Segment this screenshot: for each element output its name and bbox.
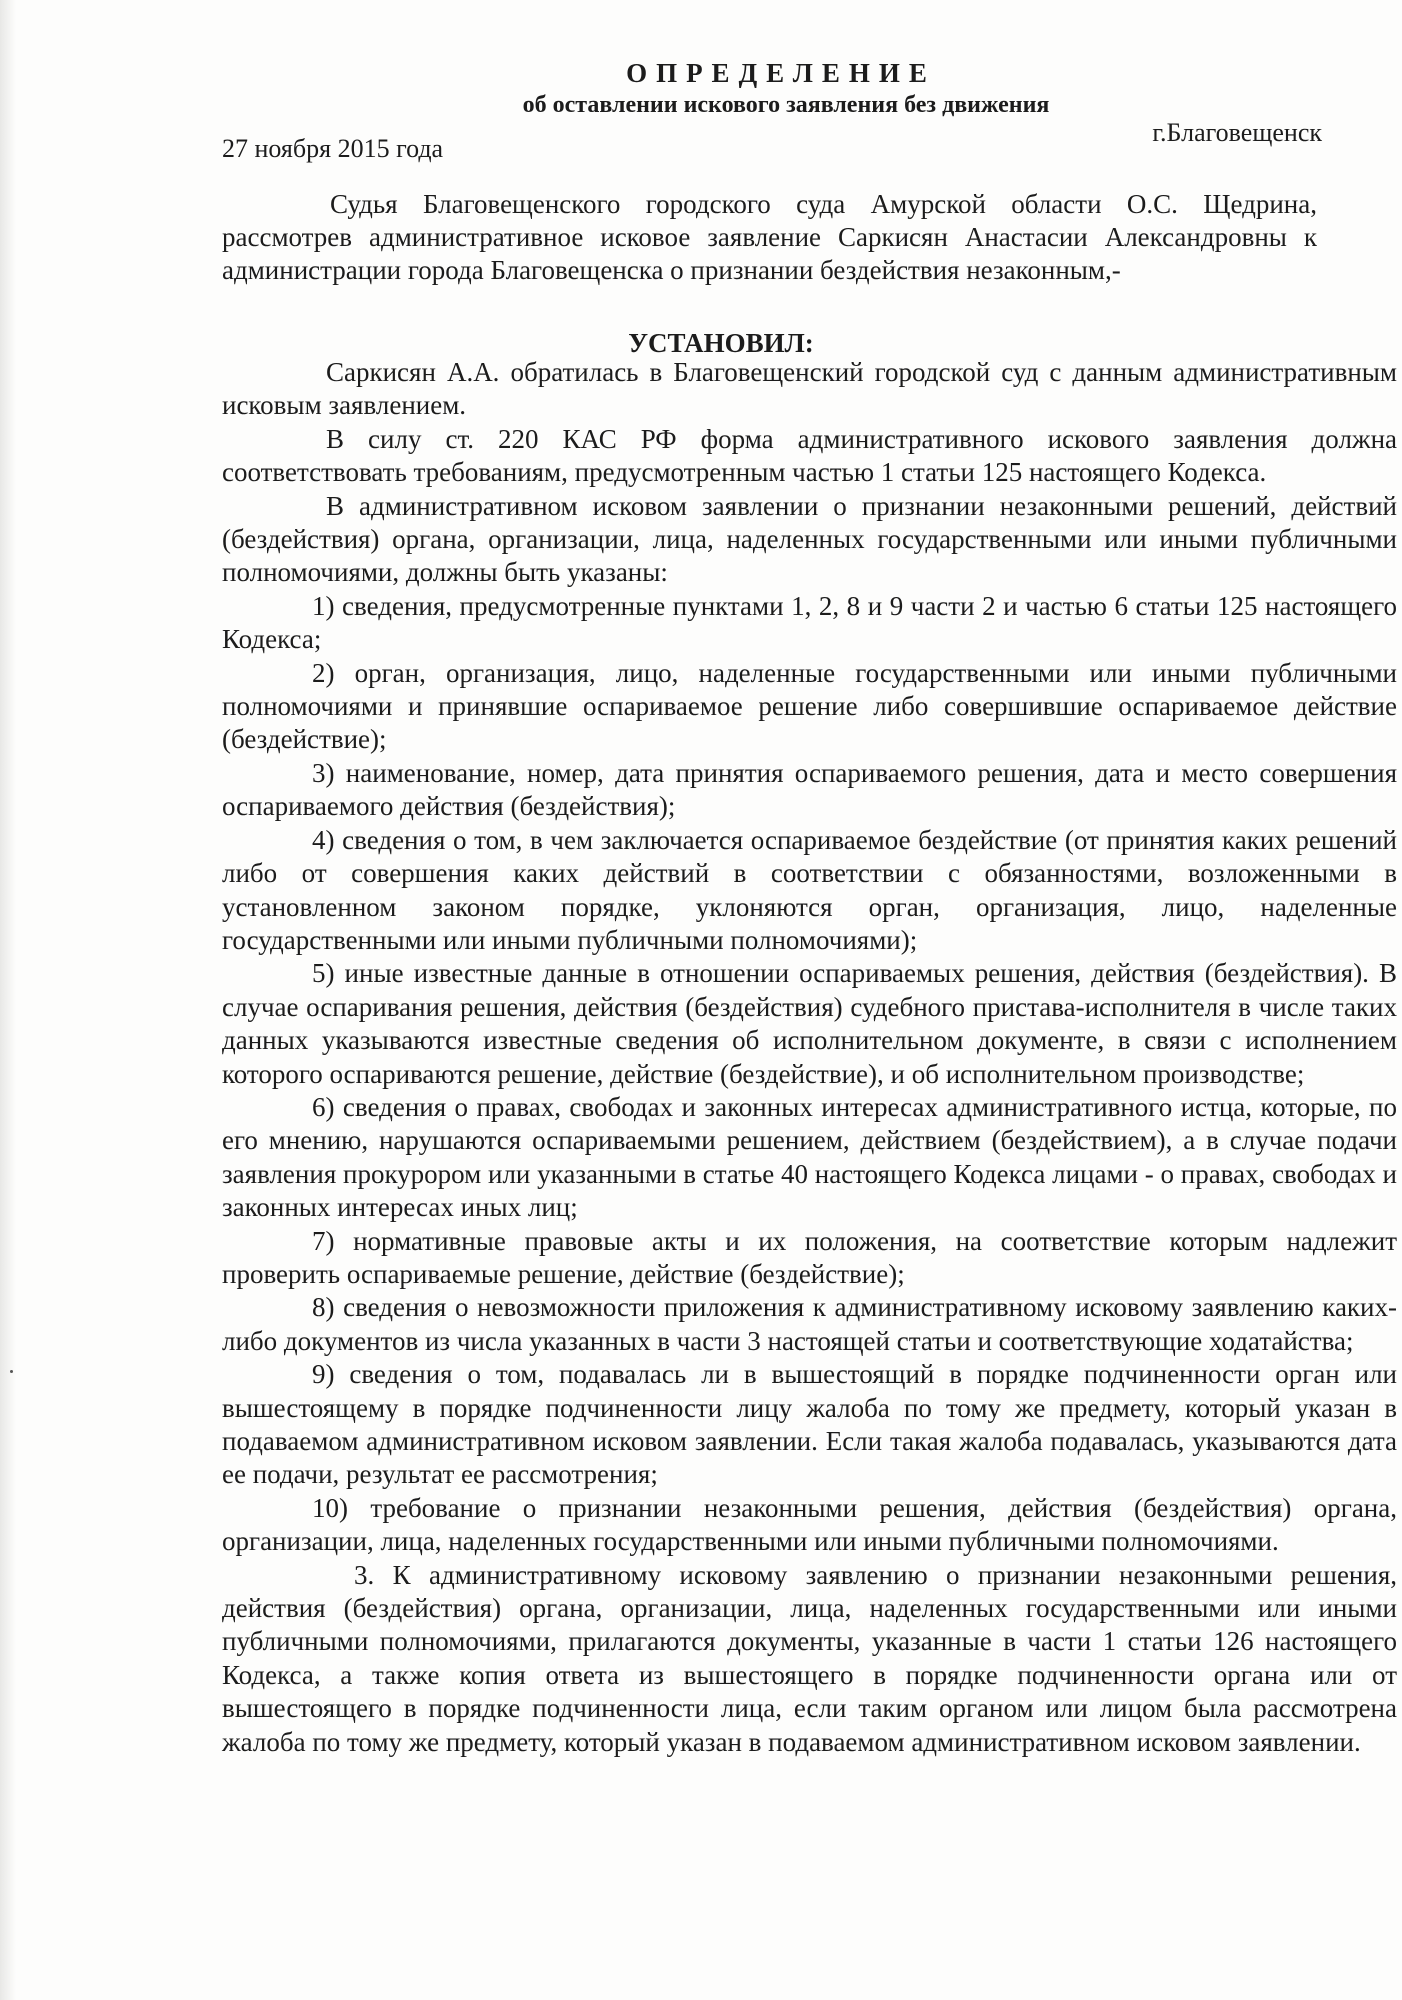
list-item: 9) сведения о том, подавалась ли в вышестоящий в порядке подчиненности орган или вышестоящему в порядке подчиненности лицу жалоба по тому же предмету, который указан в подаваемом административном исковом заявлении. Если такая жалоба подавалась, указываются дата ее подачи, результат ее рассмотрения;: [222, 1359, 1397, 1490]
list-item: 4) сведения о том, в чем заключается оспариваемое бездействие (от принятия каких решений либо от совершения каких действий в соответствии с обязанностями, возложенными в установленном законом порядке, уклоняются орган, организация, лицо, наделенные государственными или иными публичными полномочиями);: [222, 824, 1397, 955]
list-item: 3) наименование, номер, дата принятия оспариваемого решения, дата и место совершения оспариваемого действия (бездействия);: [222, 757, 1397, 822]
document-body: [222, 356, 1397, 1759]
list-item: 6) сведения о правах, свободах и законных интересах административного истца, которые, по его мнению, нарушаются оспариваемыми решением, действием (бездействием), а в случае подачи заявления прокурором или указанными в статье 40 настоящего Кодекса лицами - о правах, свободах и законных интересах иных лиц;: [222, 1091, 1397, 1223]
document-date: 27 ноября 2015 года: [222, 134, 444, 163]
document-subtitle: об оставлении искового заявления без движения: [522, 92, 1050, 118]
document-city: г.Благовещенск: [1152, 118, 1322, 147]
preamble-paragraph: Судья Благовещенского городского суда Амурской области О.С. Щедрина, рассмотрев административное исковое заявление Саркисян Анастасии Александровны к администрации города Благовещенска о признании бездействия незаконным,-: [222, 189, 1317, 285]
document-title: ОПРЕДЕЛЕНИЕ: [626, 58, 936, 88]
list-item: 7) нормативные правовые акты и их положения, на соответствие которым надлежит проверить оспариваемые решение, действие (бездействие);: [222, 1225, 1397, 1289]
list-item: 2) орган, организация, лицо, наделенные государственными или иными публичными полномочиями и принявшие оспариваемое решение либо совершившие оспариваемое действие (бездействие);: [222, 657, 1397, 755]
list-item: 1) сведения, предусмотренные пунктами 1, 2, 8 и 9 части 2 и частью 6 статьи 125 настоящего Кодекса;: [222, 590, 1397, 655]
scan-edge-shadow: [0, 0, 16, 2000]
part-3-paragraph: 3. К административному исковому заявлению о признании незаконными решения, действия (бездействия) органа, организации, лица, наделенных государственными или иными публичными полномочиями, прилагаются документы, указанные в части 1 статьи 126 настоящего Кодекса, а также копия ответа из вышестоящего в порядке подчиненности органа или от вышестоящего в порядке подчиненности лица, если таким органом или лицом была рассмотрена жалоба по тому же предмету, который указан в подаваемом административном исковом заявлении.: [222, 1559, 1397, 1757]
section-heading: УСТАНОВИЛ:: [628, 328, 814, 358]
body-paragraph: Саркисян А.А. обратилась в Благовещенский городской суд с данным административным исковым заявлением.: [222, 357, 1397, 421]
scan-speck: [10, 1370, 13, 1373]
body-paragraph: В административном исковом заявлении о признании незаконными решений, действий (бездействия) органа, организации, лица, наделенных государственными или иными публичными полномочиями, должны быть указаны:: [222, 490, 1397, 588]
list-item: 5) иные известные данные в отношении оспариваемых решения, действия (бездействия). В случае оспаривания решения, действия (бездействия) судебного пристава-исполнителя в числе таких данных указываются известные сведения об исполнительном документе, в связи с исполнением которого оспариваются решение, действие (бездействие), и об исполнительном производстве;: [222, 958, 1397, 1089]
body-paragraph: В силу ст. 220 КАС РФ форма административного искового заявления должна соответствовать требованиям, предусмотренным частью 1 статьи 125 настоящего Кодекса.: [222, 423, 1397, 488]
list-item: 8) сведения о невозможности приложения к административному исковому заявлению каких-либо документов из числа указанных в части 3 настоящей статьи и соответствующие ходатайства;: [222, 1292, 1397, 1356]
list-item: 10) требование о признании незаконными решения, действия (бездействия) органа, организации, лица, наделенных государственными или иными публичными полномочиями.: [222, 1492, 1397, 1557]
